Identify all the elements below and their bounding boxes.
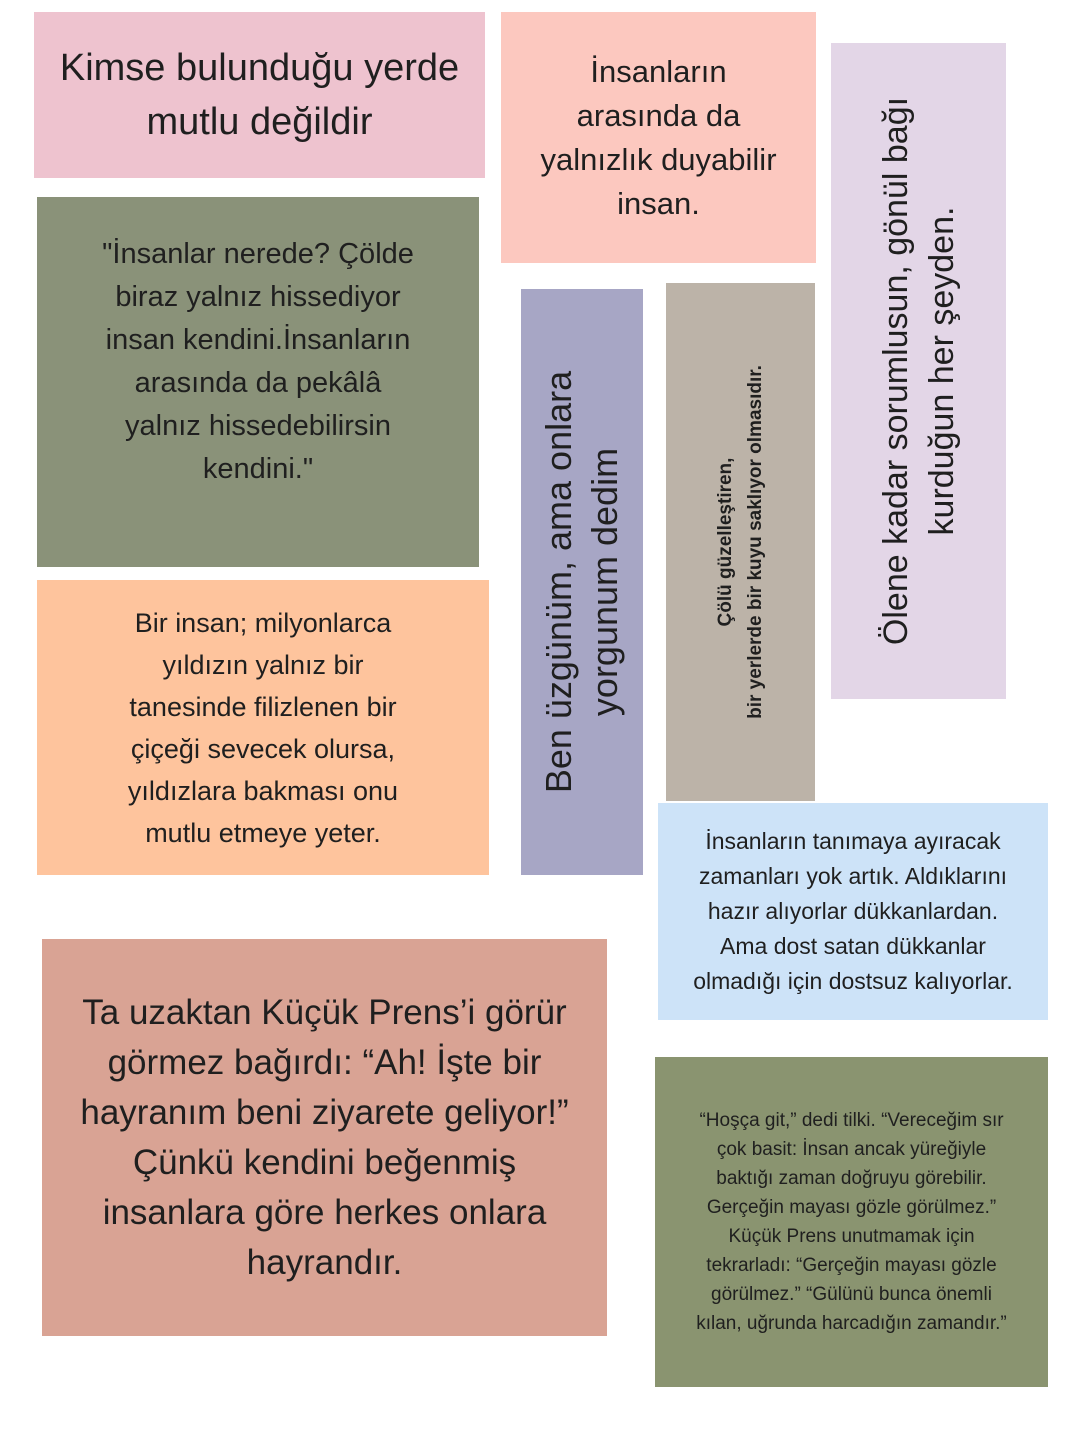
quote-card-kuyu: [666, 283, 815, 801]
quote-card-hayran: [42, 939, 607, 1336]
quote-card-dukkanlar: [658, 803, 1048, 1020]
quote-text-vertical: Çölü güzelleştiren, bir yerlerde bir kuyu saklıyor olmasıdır.: [714, 365, 766, 719]
quote-card-tilki: [655, 1057, 1048, 1387]
quote-text-vertical: Ölene kadar sorumlusun, gönül bağı kurduğun her şeyden.: [876, 96, 961, 646]
quote-card-yalnizlik: [501, 12, 816, 263]
quote-text: İnsanların tanımaya ayıracak zamanları yok artık. Aldıklarını hazır alıyorlar dükkanlardan. Ama dost satan dükkanlar olmadığı için dostsuz kalıyorlar.: [693, 828, 1013, 994]
quote-card-sorumlusun: [831, 43, 1006, 699]
quote-text: Kimse bulunduğu yerde mutlu değildir: [59, 47, 460, 143]
quote-text-vertical: Ben üzgünüm, ama onlara yorgunum dedim: [538, 370, 625, 794]
quote-card-yildizlar: [37, 580, 489, 875]
quote-text: Bir insan; milyonlarca yıldızın yalnız bir tanesinde filizlenen bir çiçeği sevecek olursa, yıldızlara bakması onu mutlu etmeye yeter.: [127, 607, 399, 848]
quote-text: "İnsanlar nerede? Çölde biraz yalnız hissediyor insan kendini.İnsanların arasında da pekâlâ yalnız hissedebilirsin kendini.": [102, 238, 414, 485]
quote-card-mutlu: [34, 12, 485, 178]
quote-text: Ta uzaktan Küçük Prens’i görür görmez bağırdı: “Ah! İşte bir hayranım beni ziyarete geliyor!” Çünkü kendini beğenmiş insanlara göre herkes onlara hayrandır.: [80, 992, 569, 1282]
quote-card-insanlar-nerede: [37, 197, 479, 567]
quote-text: “Hoşça git,” dedi tilki. “Vereceğim sır çok basit: İnsan ancak yüreğiyle baktığı zaman doğruyu görebilir. Gerçeğin mayası gözle görülmez.” Küçük Prens unutmamak için tekrarladı: “Gerçeğin mayası gözle görülmez.” “Gülünü bunca önemli kılan, uğrunda harcadığın zamandır.”: [696, 1110, 1007, 1334]
quote-card-uzgunum: [521, 289, 643, 875]
quote-text: İnsanların arasında da yalnızlık duyabilir insan.: [540, 53, 777, 221]
